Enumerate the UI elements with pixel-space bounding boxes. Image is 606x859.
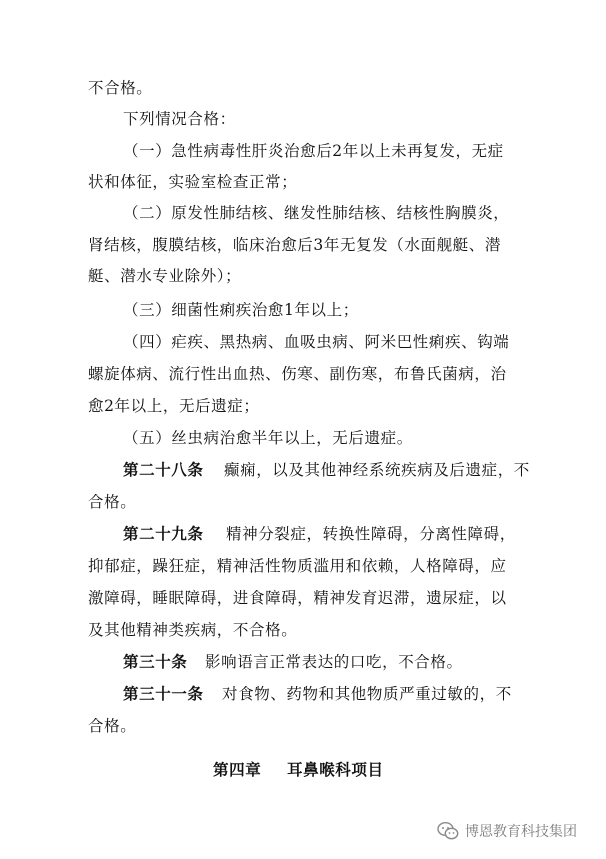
chapter-title: 耳鼻喉科项目 — [287, 761, 384, 779]
text-line — [0, 487, 606, 517]
text-line — [0, 136, 606, 166]
text-line — [0, 73, 606, 103]
text-line — [0, 359, 606, 389]
text-line — [0, 551, 606, 581]
line-text: 及其他精神类疾病，不合格。 — [88, 621, 298, 639]
line-text: 艇、潜水专业除外）； — [88, 267, 242, 285]
line-text: 愈2年以上，无后遗症； — [88, 397, 260, 415]
text-line — [0, 423, 606, 453]
article-line — [0, 679, 606, 709]
line-text: 癫痫，以及其他神经系统疾病及后遗症，不 — [224, 461, 530, 479]
line-text: （二）原发性肺结核、继发性肺结核、结核性胸膜炎， — [123, 204, 510, 222]
text-line — [0, 391, 606, 421]
article-label: 第三十条 — [123, 653, 188, 671]
line-text: 下列情况合格： — [123, 110, 236, 128]
watermark — [437, 818, 577, 844]
line-text: 对食物、药物和其他物质严重过敏的，不 — [222, 685, 512, 703]
text-line — [0, 327, 606, 357]
article-label: 第三十一条 — [123, 685, 204, 703]
article-label: 第二十九条 — [123, 525, 204, 543]
chapter-number: 第四章 — [213, 761, 262, 779]
wechat-icon — [437, 821, 459, 841]
line-text: 激障碍，睡眠障碍，进食障碍，精神发育迟滞，遗尿症，以 — [88, 589, 507, 607]
line-text: 合格。 — [88, 493, 137, 511]
line-text: 螺旋体病、流行性出血热、伤寒、副伤寒，布鲁氏菌病，治 — [88, 365, 507, 383]
line-text: （四）疟疾、黑热病、血吸虫病、阿米巴性痢疾、钩端 — [123, 333, 510, 351]
text-line — [0, 615, 606, 645]
text-line — [0, 230, 606, 260]
chapter-heading — [0, 755, 606, 785]
article-line — [0, 455, 606, 485]
text-line — [0, 104, 606, 134]
line-text: 合格。 — [88, 717, 137, 735]
line-text: （五）丝虫病治愈半年以上，无后遗症。 — [123, 429, 413, 447]
line-text: 抑郁症，躁狂症，精神活性物质滥用和依赖，人格障碍，应 — [88, 557, 507, 575]
line-text: 影响语言正常表达的口吃，不合格。 — [205, 653, 463, 671]
text-line — [0, 711, 606, 741]
line-text: 精神分裂症，转换性障碍，分离性障碍， — [226, 525, 516, 543]
article-line — [0, 519, 606, 549]
text-line — [0, 583, 606, 613]
line-text: 肾结核，腹膜结核，临床治愈后3年无复发（水面舰艇、潜 — [88, 236, 501, 254]
article-line — [0, 647, 606, 677]
line-text: 状和体征，实验室检查正常； — [88, 173, 298, 191]
line-text: （一）急性病毒性肝炎治愈后2年以上未再复发，无症 — [123, 142, 504, 160]
article-label: 第二十八条 — [123, 461, 204, 479]
line-text: （三）细菌性痢疾治愈1年以上； — [123, 301, 359, 319]
text-line — [0, 167, 606, 197]
text-line — [0, 295, 606, 325]
text-line — [0, 261, 606, 291]
text-line — [0, 198, 606, 228]
watermark-text: 博恩教育科技集团 — [465, 824, 577, 840]
line-text: 不合格。 — [88, 79, 153, 97]
